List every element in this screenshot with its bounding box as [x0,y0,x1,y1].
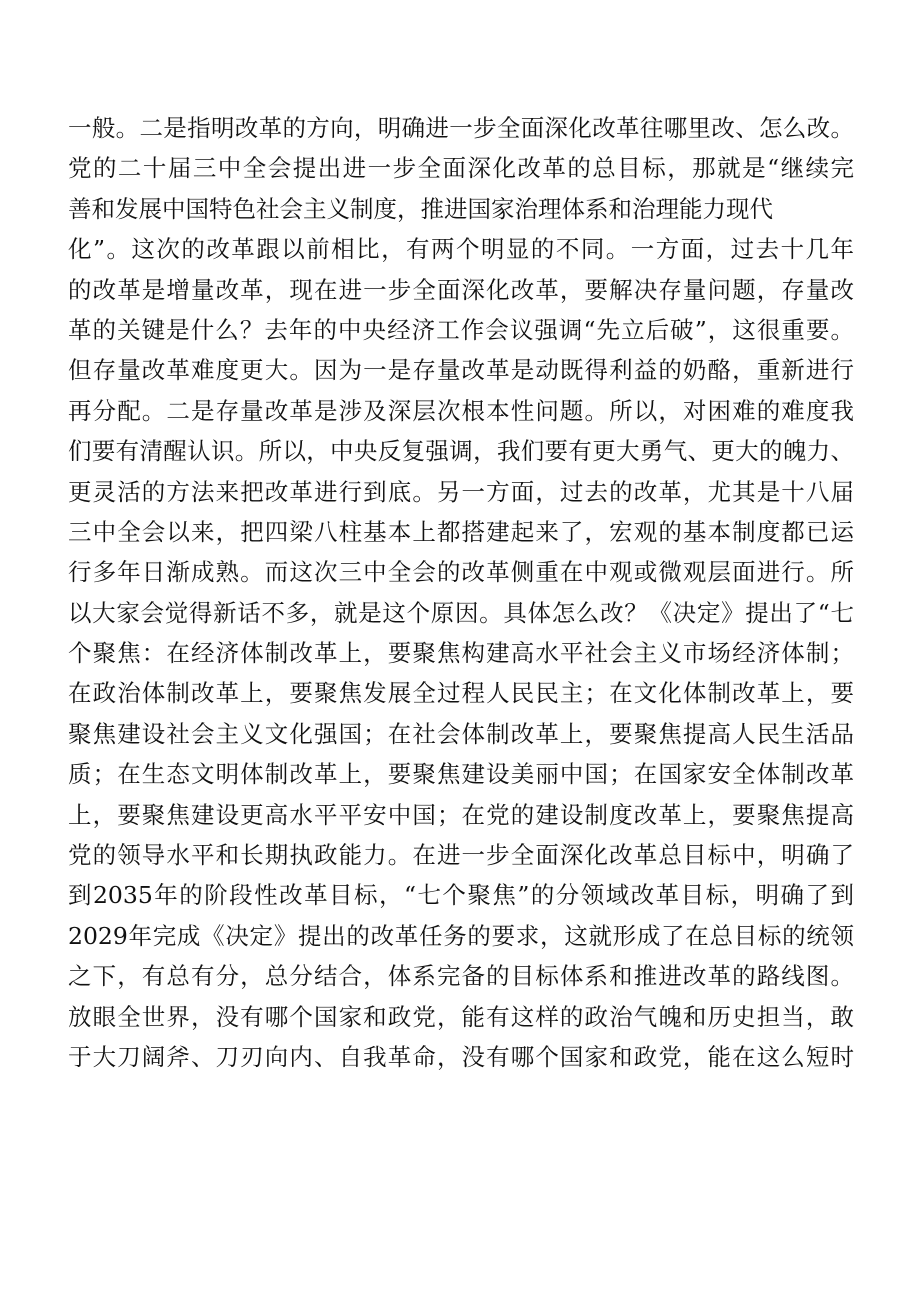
text-line: 于大刀阔斧、刀刃向内、自我革命，没有哪个国家和政党，能在这么短时 [68,1042,854,1071]
text-line: 放眼全世界，没有哪个国家和政党，能有这样的政治气魄和历史担当，敢 [68,1002,854,1031]
text-line: 但存量改革难度更大。因为一是存量改革是动既得利益的奶酪，重新进行 [68,356,854,385]
text-line: 之下，有总有分，总分结合，体系完备的目标体系和推进改革的路线图。 [68,962,854,991]
text-line: 三中全会以来，把四梁八柱基本上都搭建起来了，宏观的基本制度都已运 [68,517,854,546]
body-text [68,108,854,1077]
text-line: 上，要聚焦建设更高水平平安中国；在党的建设制度改革上，要聚焦提高 [68,800,854,829]
text-line: 行多年日渐成熟。而这次三中全会的改革侧重在中观或微观层面进行。所 [68,558,854,587]
text-line: 更灵活的方法来把改革进行到底。另一方面，过去的改革，尤其是十八届 [68,477,854,506]
text-line: 2029年完成《决定》提出的改革任务的要求，这就形成了在总目标的统领 [68,921,854,950]
text-line: 以大家会觉得新话不多，就是这个原因。具体怎么改？《决定》提出了“七 [68,598,854,627]
text-line: 在政治体制改革上，要聚焦发展全过程人民民主；在文化体制改革上，要 [68,679,854,708]
text-line: 个聚焦：在经济体制改革上，要聚焦构建高水平社会主义市场经济体制； [68,639,854,668]
text-line: 聚焦建设社会主义文化强国；在社会体制改革上，要聚焦提高人民生活品 [68,719,854,748]
text-line: 的改革是增量改革，现在进一步全面深化改革，要解决存量问题，存量改 [68,275,854,304]
text-line: 党的二十届三中全会提出进一步全面深化改革的总目标，那就是“继续完 [68,154,854,183]
text-line: 党的领导水平和长期执政能力。在进一步全面深化改革总目标中，明确了 [68,841,854,870]
text-line: 一般。二是指明改革的方向，明确进一步全面深化改革往哪里改、怎么改。 [68,114,854,142]
text-line: 再分配。二是存量改革是涉及深层次根本性问题。所以，对困难的难度我 [68,396,854,425]
text-line: 化”。这次的改革跟以前相比，有两个明显的不同。一方面，过去十几年 [68,235,854,264]
text-line: 到2035年的阶段性改革目标，“七个聚焦”的分领域改革目标，明确了到 [68,881,854,910]
text-line: 善和发展中国特色社会主义制度，推进国家治理体系和治理能力现代 [68,194,773,223]
text-line: 们要有清醒认识。所以，中央反复强调，我们要有更大勇气、更大的魄力、 [68,437,854,466]
text-line: 质；在生态文明体制改革上，要聚焦建设美丽中国；在国家安全体制改革 [68,760,854,789]
text-line: 革的关键是什么？去年的中央经济工作会议强调“先立后破”，这很重要。 [68,315,854,344]
